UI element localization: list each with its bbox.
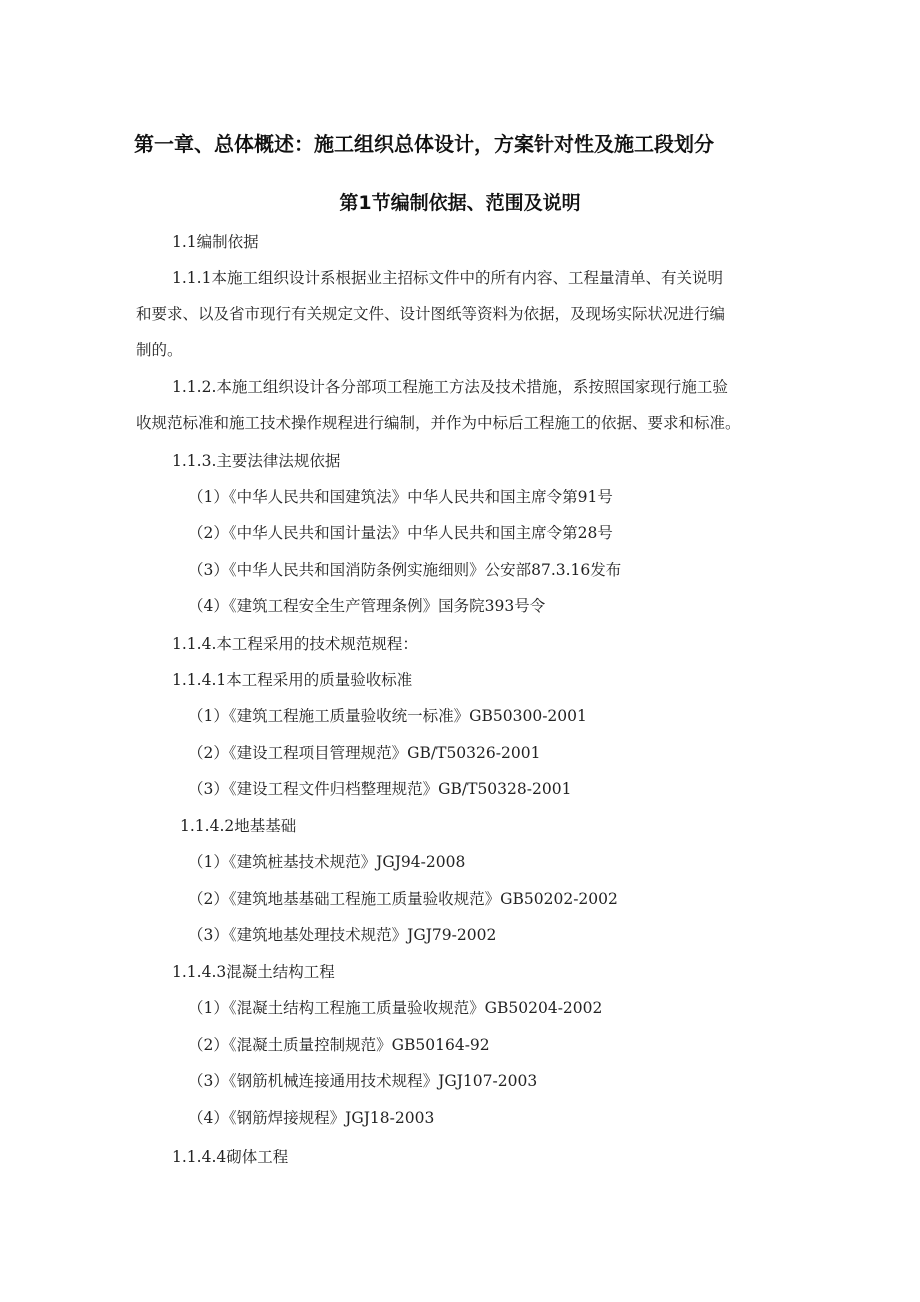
list-item: （1）《混凝土结构工程施工质量验收规范》GB50204-2002	[188, 999, 603, 1017]
list-item: （1）《中华人民共和国建筑法》中华人民共和国主席令第91号	[188, 488, 613, 506]
paragraph-line: 1.1.4.本工程采用的技术规范规程：	[172, 635, 418, 653]
list-item: （3）《钢筋机械连接通用技术规程》JGJ107-2003	[188, 1072, 538, 1090]
paragraph-line: 制的。	[136, 341, 183, 359]
paragraph-line: 1.1.4.1本工程采用的质量验收标准	[172, 671, 413, 689]
list-item: （2）《混凝土质量控制规范》GB50164-92	[188, 1036, 490, 1054]
list-item: （3）《建设工程文件归档整理规范》GB/T50328-2001	[188, 780, 572, 798]
paragraph-line: 1.1.3.主要法律法规依据	[172, 452, 341, 470]
list-item: （4）《建筑工程安全生产管理条例》国务院393号令	[188, 597, 546, 615]
paragraph-line: 1.1.4.2地基基础	[180, 817, 297, 835]
paragraph-line: 1.1.4.3混凝土结构工程	[172, 963, 335, 981]
paragraph-line: 1.1.1本施工组织设计系根据业主招标文件中的所有内容、工程量清单、有关说明	[172, 269, 723, 287]
list-item: （2）《中华人民共和国计量法》中华人民共和国主席令第28号	[188, 524, 613, 542]
list-item: （2）《建设工程项目管理规范》GB/T50326-2001	[188, 744, 541, 762]
paragraph-line: 和要求、以及省市现行有关规定文件、设计图纸等资料为依据，及现场实际状况进行编	[136, 305, 726, 323]
list-item: （3）《建筑地基处理技术规范》JGJ79-2002	[188, 926, 497, 944]
list-item: （3）《中华人民共和国消防条例实施细则》公安部87.3.16发布	[188, 561, 622, 579]
paragraph-line: 1.1.2.本施工组织设计各分部项工程施工方法及技术措施，系按照国家现行施工验	[172, 378, 728, 396]
paragraph-line: 1.1.4.4砌体工程	[172, 1148, 289, 1166]
list-item: （2）《建筑地基基础工程施工质量验收规范》GB50202-2002	[188, 890, 618, 908]
paragraph-line: 1.1编制依据	[172, 233, 259, 251]
list-item: （4）《钢筋焊接规程》JGJ18-2003	[188, 1109, 435, 1127]
list-item: （1）《建筑桩基技术规范》JGJ94-2008	[188, 853, 466, 871]
chapter-title: 第一章、总体概述：施工组织总体设计，方案针对性及施工段划分	[134, 132, 714, 156]
list-item: （1）《建筑工程施工质量验收统一标准》GB50300-2001	[188, 707, 587, 725]
paragraph-line: 收规范标准和施工技术操作规程进行编制，并作为中标后工程施工的依据、要求和标准。	[136, 414, 741, 432]
section-title: 第1节编制依据、范围及说明	[339, 192, 581, 214]
